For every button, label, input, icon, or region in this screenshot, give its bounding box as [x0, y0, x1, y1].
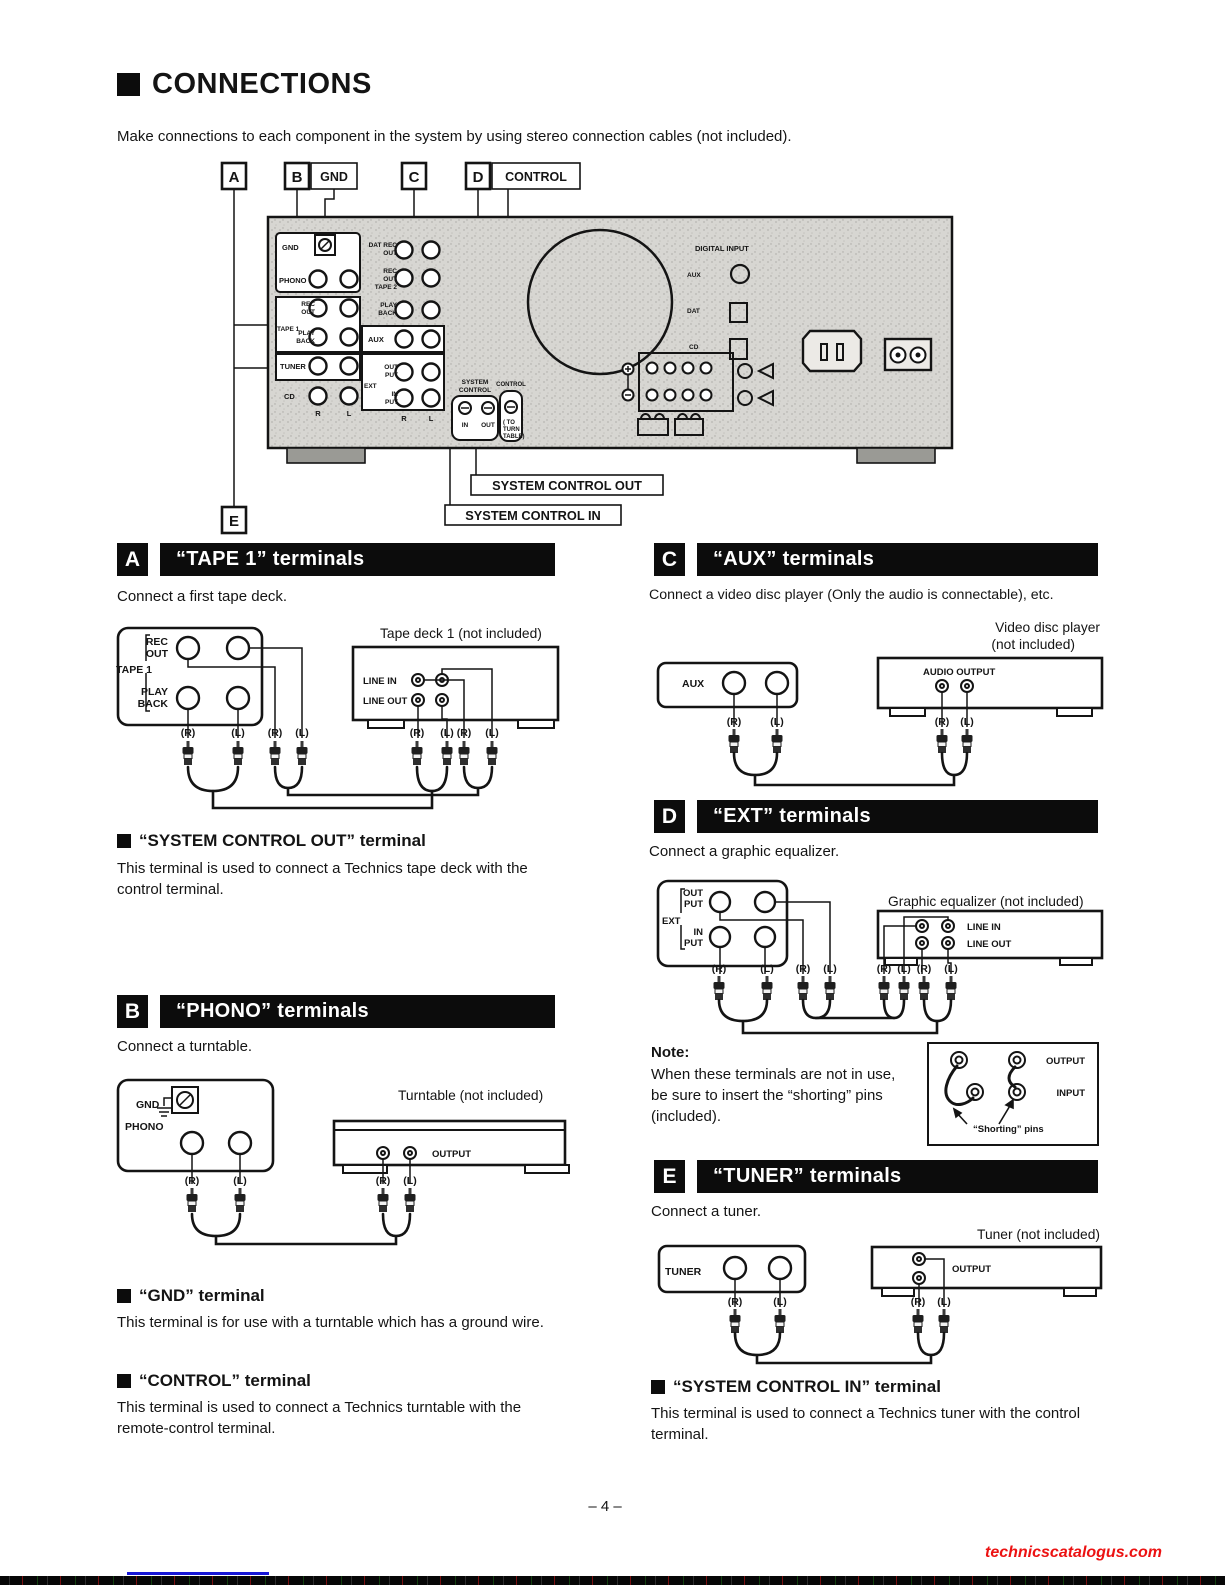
svg-text:(R): (R): [916, 963, 932, 975]
svg-text:INPUT: INPUT: [1056, 1088, 1085, 1099]
svg-text:CONTROL: CONTROL: [496, 382, 526, 388]
svg-text:LINE OUT: LINE OUT: [967, 939, 1012, 950]
channel-labels: [728, 1296, 951, 1308]
cables: [734, 753, 967, 785]
svg-text:A: A: [228, 169, 240, 186]
svg-text:(R): (R): [726, 716, 742, 728]
svg-text:(R): (R): [711, 963, 727, 975]
svg-text:D: D: [472, 169, 484, 186]
section-d-header: [654, 800, 1098, 833]
svg-text:TURN: TURN: [503, 427, 520, 433]
page-title-text: CONNECTIONS: [152, 68, 372, 100]
svg-text:IN: IN: [391, 391, 398, 398]
svg-text:BACK: BACK: [296, 338, 315, 345]
cables: [735, 1333, 944, 1363]
svg-text:(R): (R): [934, 716, 950, 728]
page-intro: Make connections to each component in the system by using stereo connection cables (not included).: [117, 128, 792, 145]
equalizer-box: [878, 911, 1102, 958]
tuner-connection-diagram: [645, 1225, 1105, 1373]
svg-text:E: E: [228, 513, 240, 530]
svg-text:BACK: BACK: [378, 310, 397, 317]
callout-c: [402, 163, 426, 189]
svg-text:L: L: [428, 414, 434, 423]
svg-text:(R): (R): [409, 727, 425, 739]
section-a-title: “TAPE 1” terminals: [176, 548, 365, 570]
callout-control: [492, 163, 580, 189]
svg-text:(L): (L): [295, 727, 309, 739]
svg-text:AUX: AUX: [368, 335, 384, 344]
system-control-out-label: [471, 475, 663, 495]
svg-text:BACK: BACK: [137, 698, 168, 710]
svg-text:(L): (L): [403, 1175, 417, 1187]
svg-text:(L): (L): [823, 963, 837, 975]
square-bullet-icon: [117, 73, 140, 96]
svg-text:R: R: [401, 414, 407, 423]
svg-text:OUT: OUT: [301, 309, 315, 316]
control-body: This terminal is used to connect a Technics turntable with the remote-control terminal.: [117, 1399, 522, 1438]
callout-a: [222, 163, 246, 189]
svg-text:AUX: AUX: [687, 272, 701, 279]
section-b-title: “PHONO” terminals: [176, 1000, 369, 1022]
svg-text:IN: IN: [693, 927, 703, 938]
sysin-body: This terminal is used to connect a Technics tuner with the control terminal.: [651, 1405, 1081, 1444]
section-a-header: [117, 543, 555, 576]
svg-text:PHONO: PHONO: [125, 1121, 164, 1133]
cables: [719, 1000, 951, 1033]
section-b-letter: B: [117, 995, 148, 1028]
svg-text:(L): (L): [773, 1296, 787, 1308]
section-e-letter: E: [654, 1160, 685, 1193]
callout-gnd: [311, 163, 357, 189]
cables: [192, 1214, 410, 1244]
note-heading: Note:: [651, 1044, 690, 1061]
svg-text:REC: REC: [145, 636, 168, 648]
video-disc-caption-2: (not included): [991, 637, 1075, 652]
svg-text:(L): (L): [770, 716, 784, 728]
section-a-letter: A: [117, 543, 148, 576]
callout-e: [222, 507, 246, 533]
svg-text:SYSTEM CONTROL OUT: SYSTEM CONTROL OUT: [492, 478, 642, 493]
section-c-title: “AUX” terminals: [713, 548, 875, 570]
scan-edge-bar: [0, 1576, 1225, 1585]
section-c-letter: C: [654, 543, 685, 576]
svg-text:TAPE 2: TAPE 2: [374, 284, 397, 291]
svg-text:CONTROL: CONTROL: [458, 387, 492, 394]
shorting-pins-box: [927, 1042, 1099, 1146]
svg-text:DIGITAL INPUT: DIGITAL INPUT: [695, 244, 749, 253]
ext-connection-diagram: [645, 875, 1105, 1040]
svg-text:OUT: OUT: [384, 364, 398, 371]
video-disc-caption-1: Video disc player: [995, 620, 1100, 635]
tape-deck-caption: Tape deck 1 (not included): [380, 626, 542, 641]
svg-text:B: B: [291, 169, 303, 186]
svg-text:PUT: PUT: [385, 399, 398, 406]
scan-blue-line: [127, 1572, 269, 1575]
gnd-screw-terminal: [315, 235, 335, 255]
svg-text:REC: REC: [383, 268, 397, 275]
sysout-heading: “SYSTEM CONTROL OUT” terminal: [117, 831, 426, 851]
svg-text:PUT: PUT: [684, 938, 703, 949]
rear-panel-diagram: [110, 155, 970, 537]
section-d-letter: D: [654, 800, 685, 833]
svg-text:(R): (R): [184, 1175, 200, 1187]
tuner-caption: Tuner (not included): [977, 1227, 1100, 1242]
tape1-connection-diagram: [110, 605, 570, 820]
svg-text:SYSTEM CONTROL IN: SYSTEM CONTROL IN: [465, 508, 601, 523]
section-d-intro: Connect a graphic equalizer.: [649, 843, 840, 860]
svg-text:“Shorting” pins: “Shorting” pins: [973, 1124, 1044, 1135]
svg-text:(L): (L): [760, 963, 774, 975]
note-line-1: When these terminals are not in use,: [651, 1066, 896, 1083]
svg-text:DAT: DAT: [687, 308, 700, 315]
equalizer-caption: Graphic equalizer (not included): [888, 894, 1084, 909]
svg-text:OUT: OUT: [481, 422, 495, 429]
section-b-intro: Connect a turntable.: [117, 1038, 253, 1055]
svg-text:CD: CD: [284, 392, 295, 401]
svg-text:OUTPUT: OUTPUT: [432, 1149, 472, 1160]
svg-text:(R): (R): [456, 727, 472, 739]
system-control-jacks: [459, 401, 517, 414]
section-b-header: [117, 995, 555, 1028]
aux-connection-diagram: [645, 608, 1105, 798]
svg-text:GND: GND: [320, 170, 348, 184]
gnd-heading: “GND” terminal: [117, 1286, 265, 1306]
svg-text:IN: IN: [461, 422, 469, 429]
callout-b: [285, 163, 309, 189]
svg-text:SYSTEM: SYSTEM: [461, 379, 489, 386]
svg-text:(L): (L): [944, 963, 958, 975]
system-control-in-label: [445, 505, 621, 525]
svg-text:PLAY: PLAY: [298, 330, 315, 337]
svg-text:GND: GND: [136, 1099, 160, 1111]
panel-foot-left: [287, 448, 365, 463]
svg-text:(L): (L): [231, 727, 245, 739]
turntable-caption: Turntable (not included): [398, 1088, 544, 1103]
svg-text:(R): (R): [727, 1296, 743, 1308]
svg-text:PLAY: PLAY: [380, 302, 397, 309]
channel-labels: [185, 1175, 417, 1187]
sysout-body: This terminal is used to connect a Technics tape deck with the control terminal.: [117, 860, 528, 899]
section-c-intro: Connect a video disc player (Only the audio is connectable), etc.: [649, 587, 1054, 603]
svg-text:LINE IN: LINE IN: [363, 676, 397, 687]
svg-text:AUDIO OUTPUT: AUDIO OUTPUT: [923, 667, 996, 678]
svg-text:(R): (R): [267, 727, 283, 739]
svg-text:(L): (L): [937, 1296, 951, 1308]
svg-text:(L): (L): [897, 963, 911, 975]
svg-text:( TO: ( TO: [503, 420, 515, 426]
svg-text:OUTPUT: OUTPUT: [1045, 1056, 1085, 1067]
svg-text:R: R: [315, 409, 321, 418]
svg-text:(R): (R): [910, 1296, 926, 1308]
cables: [188, 767, 492, 808]
svg-text:REC: REC: [301, 301, 315, 308]
page-number: – 4 –: [588, 1498, 622, 1515]
svg-text:(L): (L): [485, 727, 499, 739]
svg-text:OUTPUT: OUTPUT: [952, 1264, 992, 1275]
shorting-pins-diagram: [929, 1044, 1093, 1140]
svg-text:(R): (R): [795, 963, 811, 975]
svg-text:PLAY: PLAY: [140, 686, 168, 698]
svg-text:OUT: OUT: [383, 250, 397, 257]
square-bullet-icon: [117, 1289, 131, 1303]
svg-text:PUT: PUT: [684, 899, 703, 910]
section-c-header: [654, 543, 1098, 576]
channel-labels: [181, 727, 499, 739]
panel-foot-right: [857, 448, 935, 463]
section-e-title: “TUNER” terminals: [713, 1165, 902, 1187]
gnd-body: This terminal is for use with a turntable which has a ground wire.: [117, 1314, 544, 1331]
svg-text:OUT: OUT: [383, 276, 397, 283]
shorting-pin-jacks: [951, 1052, 1025, 1100]
svg-text:DAT REC: DAT REC: [368, 242, 397, 249]
svg-text:PUT: PUT: [385, 372, 398, 379]
svg-text:OUT: OUT: [682, 888, 703, 899]
svg-text:TAPE 1: TAPE 1: [277, 326, 300, 333]
svg-text:(L): (L): [233, 1175, 247, 1187]
square-bullet-icon: [651, 1380, 665, 1394]
section-d-title: “EXT” terminals: [713, 805, 871, 827]
svg-text:TUNER: TUNER: [280, 362, 306, 371]
svg-text:PHONO: PHONO: [279, 276, 307, 285]
svg-text:(L): (L): [960, 716, 974, 728]
svg-text:LINE OUT: LINE OUT: [363, 696, 408, 707]
ac-outlet: [885, 339, 931, 370]
svg-text:C: C: [408, 169, 420, 186]
watermark-link[interactable]: technicscatalogus.com: [985, 1544, 1162, 1561]
svg-text:L: L: [346, 409, 352, 418]
svg-text:TABLE): TABLE): [503, 434, 525, 440]
svg-text:(R): (R): [375, 1175, 391, 1187]
section-a-intro: Connect a first tape deck.: [117, 588, 288, 605]
channel-labels: [727, 716, 974, 728]
svg-text:AUX: AUX: [682, 678, 705, 690]
sysin-heading: “SYSTEM CONTROL IN” terminal: [651, 1377, 941, 1397]
ac-inlet: [803, 331, 861, 371]
svg-text:EXT: EXT: [364, 383, 377, 390]
video-disc-player-box: [878, 658, 1102, 708]
svg-text:LINE IN: LINE IN: [967, 922, 1001, 933]
section-e-header: [654, 1160, 1098, 1193]
square-bullet-icon: [117, 1374, 131, 1388]
control-heading: “CONTROL” terminal: [117, 1371, 311, 1391]
svg-text:GND: GND: [282, 243, 299, 252]
page-title: [117, 68, 372, 101]
svg-text:CONTROL: CONTROL: [505, 170, 567, 184]
svg-text:(R): (R): [876, 963, 892, 975]
svg-text:TAPE 1: TAPE 1: [116, 664, 152, 676]
square-bullet-icon: [117, 834, 131, 848]
svg-text:(L): (L): [440, 727, 454, 739]
callout-d: [466, 163, 490, 189]
svg-text:CD: CD: [689, 344, 699, 351]
svg-text:OUT: OUT: [145, 648, 168, 660]
note-line-2: be sure to insert the “shorting” pins: [651, 1087, 883, 1104]
svg-text:EXT: EXT: [662, 916, 681, 927]
svg-text:(R): (R): [180, 727, 196, 739]
note-line-3: (included).: [651, 1108, 722, 1125]
section-e-intro: Connect a tuner.: [651, 1203, 762, 1220]
svg-text:TUNER: TUNER: [665, 1266, 702, 1278]
phono-connection-diagram: [110, 1056, 570, 1256]
